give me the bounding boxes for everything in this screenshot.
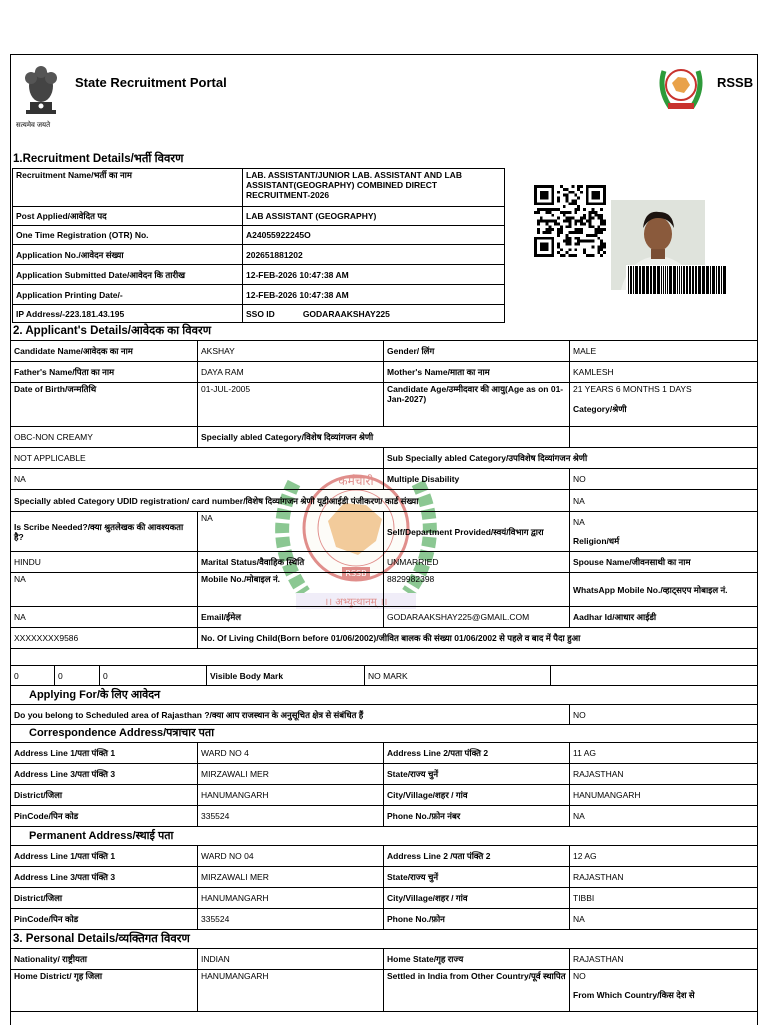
recruitment-table [12, 168, 505, 323]
nationality-label: Nationality/ राष्ट्रीयता [11, 949, 198, 970]
email-value: GODARAAKSHAY225@GMAIL.COM [384, 607, 570, 628]
corr-phone-value: NA [570, 806, 758, 827]
sa-category-value: NOT APPLICABLE [11, 448, 384, 469]
watermark-text-top: कर्मचारी [338, 474, 374, 488]
aadhar-value: XXXXXXXX9586 [11, 628, 198, 649]
org-name: RSSB [717, 75, 754, 90]
personal-table [10, 948, 758, 1012]
permanent-table [10, 845, 758, 930]
religion-label: Religion/धर्म [573, 536, 620, 546]
perm-address2-value: 12 AG [570, 846, 758, 867]
sso-value: GODARAAKSHAY225 [302, 308, 390, 319]
email-label: Email/ईमेल [198, 607, 384, 628]
application-no-label: Application No./आवेदन संख्या [13, 245, 243, 265]
applying-for-title: Applying For/के लिए आवेदन [29, 689, 161, 701]
category-label: Category/श्रेणी [573, 404, 627, 414]
perm-address1-label: Address Line 1/पता पंक्ति 1 [11, 846, 198, 867]
section-applicant-title: 2. Applicant's Details/आवेदक का विवरण [13, 325, 212, 337]
candidate-name-value: AKSHAY [198, 341, 384, 362]
settled-label: Settled in India from Other Country/पूर्व स्थापित [384, 970, 570, 1012]
perm-address3-label: Address Line 3/पता पंक्ति 3 [11, 867, 198, 888]
perm-address2-label: Address Line 2 /पता पंक्ति 2 [384, 846, 570, 867]
nationality-value: INDIAN [198, 949, 384, 970]
father-name-value: DAYA RAM [198, 362, 384, 383]
post-applied-label: Post Applied/आवेदित पद [13, 207, 243, 226]
perm-phone-value: NA [570, 909, 758, 930]
udid-label: Specially abled Category UDID registration/ card number/विशेष दिव्यांगजन श्रेणी यूडीआईडी पंजीकरण/ कार्ड संख्या [11, 490, 570, 512]
home-district-label: Home District/ गृह जिला [11, 970, 198, 1012]
child-count-c: 0 [100, 666, 207, 686]
marital-status-label: Marital Status/वैवाहिक स्थिति [198, 552, 384, 573]
scheduled-area-value: NO [570, 705, 758, 725]
candidate-name-label: Candidate Name/आवेदक का नाम [11, 341, 198, 362]
marital-status-value: UNMARRIED [384, 552, 570, 573]
spouse-name-value: NA [11, 573, 198, 607]
recruitment-name-value: LAB. ASSISTANT/JUNIOR LAB. ASSISTANT AND LAB ASSISTANT(GEOGRAPHY) COMBINED DIRECT RECRUITMENT-2026 [243, 169, 505, 207]
child-count-b: 0 [55, 666, 100, 686]
submitted-date-value: 12-FEB-2026 10:47:38 AM [243, 265, 505, 285]
document-page [10, 54, 758, 1025]
emblem-motto: सत्यमेव जयते [16, 122, 51, 129]
correspondence-title: Correspondence Address/पत्राचार पता [29, 727, 215, 739]
recruitment-name-label: Recruitment Name/भर्ती का नाम [13, 169, 243, 207]
gender-label: Gender/ लिंग [384, 341, 570, 362]
corr-district-label: District/जिला [11, 785, 198, 806]
gender-value: MALE [570, 341, 758, 362]
applicant-table [10, 340, 758, 649]
barcode [626, 265, 726, 295]
corr-address3-label: Address Line 3/पता पंक्ति 3 [11, 764, 198, 785]
father-name-label: Father's Name/पिता का नाम [11, 362, 198, 383]
dob-label: Date of Birth/जन्मतिथि [11, 383, 198, 427]
age-label: Candidate Age/उम्मीदवार की आयु(Age as on 01-Jan-2027) [384, 383, 570, 427]
dob-value: 01-JUL-2005 [198, 383, 384, 427]
application-no-value: 202651881202 [243, 245, 505, 265]
child-count-a: 0 [11, 666, 55, 686]
from-country-label: From Which Country/किस देश से [573, 990, 695, 1000]
corr-phone-label: Phone No./फ़ोन नंबर [384, 806, 570, 827]
home-state-value: RAJASTHAN [570, 949, 758, 970]
perm-address1-value: WARD NO 04 [198, 846, 384, 867]
self-religion-cell [570, 512, 758, 552]
applying-table [10, 704, 758, 725]
otr-label: One Time Registration (OTR) No. [13, 226, 243, 245]
scribe-label: Is Scribe Needed?/क्या श्रुतलेखक की आवश्यकता है? [11, 512, 198, 552]
age-value: 21 YEARS 6 MONTHS 1 DAYS [573, 384, 692, 394]
whatsapp-label: WhatsApp Mobile No./व्हाट्सएप मोबाइल नं. [570, 573, 758, 607]
perm-phone-label: Phone No./फ़ोन [384, 909, 570, 930]
mother-name-label: Mother's Name/माता का नाम [384, 362, 570, 383]
watermark-text-bottom: ।। अभ्युत्थानम् ।। [324, 597, 388, 608]
correspondence-table [10, 742, 758, 827]
settled-value: NO [573, 971, 586, 981]
otr-value: A24055922245O [243, 226, 505, 245]
corr-city-label: City/Village/शहर / गांव [384, 785, 570, 806]
scheduled-area-label: Do you belong to Scheduled area of Rajasthan ?/क्या आप राजस्थान के अनुसूचित क्षेत्र से संबंधित हैं [11, 705, 570, 725]
whatsapp-value: NA [11, 607, 198, 628]
corr-state-label: State/राज्य चुनें [384, 764, 570, 785]
perm-city-value: TIBBI [570, 888, 758, 909]
children-label: No. Of Living Child(Born before 01/06/2002)/जीवित बालक की संख्या 01/06/2002 से पहले व बाद में पैदा हुआ [198, 628, 758, 649]
corr-address3-value: MIRZAWALI MER [198, 764, 384, 785]
home-state-label: Home State/गृह राज्य [384, 949, 570, 970]
corr-address1-label: Address Line 1/पता पंक्ति 1 [11, 743, 198, 764]
children-table [10, 665, 758, 686]
multiple-disability-value: NO [570, 469, 758, 490]
mother-name-value: KAMLESH [570, 362, 758, 383]
corr-city-value: HANUMANGARH [570, 785, 758, 806]
spouse-name-label: Spouse Name/जीवनसाथी का नाम [570, 552, 758, 573]
age-category-cell [570, 383, 758, 427]
sub-sa-category-value: NA [11, 469, 384, 490]
perm-state-label: State/राज्य चुनें [384, 867, 570, 888]
rssb-logo-icon [656, 59, 706, 115]
body-mark-value: NO MARK [365, 666, 551, 686]
perm-pincode-label: PinCode/पिन कोड [11, 909, 198, 930]
state-emblem-icon [16, 58, 66, 130]
printing-date-value: 12-FEB-2026 10:47:38 AM [243, 285, 505, 305]
aadhar-label: Aadhar Id/आधार आईडी [570, 607, 758, 628]
perm-district-label: District/जिला [11, 888, 198, 909]
perm-state-value: RAJASTHAN [570, 867, 758, 888]
sso-cell [243, 305, 505, 323]
udid-value: NA [570, 490, 758, 512]
corr-address1-value: WARD NO 4 [198, 743, 384, 764]
corr-district-value: HANUMANGARH [198, 785, 384, 806]
corr-address2-label: Address Line 2/पता पंक्ति 2 [384, 743, 570, 764]
post-applied-value: LAB ASSISTANT (GEOGRAPHY) [243, 207, 505, 226]
corr-state-value: RAJASTHAN [570, 764, 758, 785]
portal-title: State Recruitment Portal [75, 75, 227, 90]
perm-district-value: HANUMANGARH [198, 888, 384, 909]
perm-address3-value: MIRZAWALI MER [198, 867, 384, 888]
printing-date-label: Application Printing Date/- [13, 285, 243, 305]
multiple-disability-label: Multiple Disability [384, 469, 570, 490]
corr-pincode-value: 335524 [198, 806, 384, 827]
settled-cell [570, 970, 758, 1012]
self-provided-value: NA [573, 517, 585, 527]
section-recruitment-title: 1.Recruitment Details/भर्ती विवरण [13, 153, 184, 165]
permanent-title: Permanent Address/स्थाई पता [29, 830, 174, 842]
qr-code [534, 185, 606, 257]
section-personal-title: 3. Personal Details/व्यक्तिगत विवरण [13, 933, 190, 945]
submitted-date-label: Application Submitted Date/आवेदन कि तारीख [13, 265, 243, 285]
mobile-value: 8829982398 [384, 573, 570, 607]
sso-label: SSO ID [246, 308, 275, 319]
body-mark-label: Visible Body Mark [207, 666, 365, 686]
mobile-label: Mobile No./मोबाइल नं. [198, 573, 384, 607]
scribe-value: NA [198, 512, 384, 552]
sub-sa-category-label: Sub Specially abled Category/उपविशेष दिव्यांगजन श्रेणी [384, 448, 758, 469]
religion-value: HINDU [11, 552, 198, 573]
home-district-value: HANUMANGARH [198, 970, 384, 1012]
ip-address-label: IP Address/-223.181.43.195 [13, 305, 243, 323]
corr-address2-value: 11 AG [570, 743, 758, 764]
perm-pincode-value: 335524 [198, 909, 384, 930]
corr-pincode-label: PinCode/पिन कोड [11, 806, 198, 827]
self-provided-label: Self/Department Provided/स्वयं/विभाग द्वारा [384, 512, 570, 552]
sa-category-label: Specially abled Category/विशेष दिव्यांगजन श्रेणी [198, 427, 570, 448]
category-value: OBC-NON CREAMY [11, 427, 198, 448]
perm-city-label: City/Village/शहर / गांव [384, 888, 570, 909]
watermark-text-rssb: RSSB [345, 569, 367, 578]
